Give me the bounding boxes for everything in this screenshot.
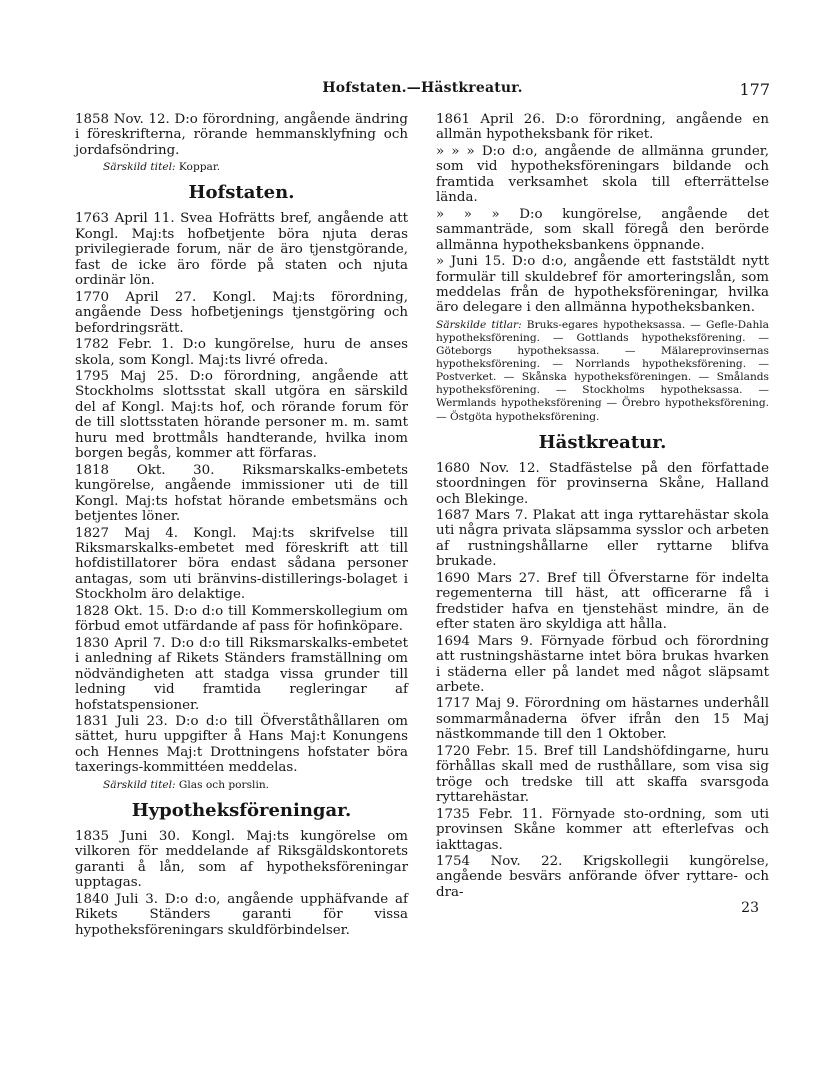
special-title-note	[75, 161, 408, 174]
entry: 1831 Juli 23. D:o d:o till Öfverståthållaren om sättet, huru uppgifter å Hans Maj:t Konungens och Hennes Maj:t Drottningens hofstater böra taxerings-kommittéen meddelas.	[75, 713, 408, 776]
section-heading-hofstaten: Hofstaten.	[188, 182, 295, 204]
entry: 1687 Mars 7. Plakat att inga ryttarehästar skola uti några privata släpsamma sysslor och arbeten af rustningshållarne eller ryttarne blifva brukade.	[436, 508, 769, 570]
special-title-note	[75, 779, 408, 792]
running-title: Hofstaten.—Hästkreatur.	[322, 80, 523, 96]
note-text: Bruks-egares hypotheksassa. — Gefle-Dahla hypotheksförening. — Gottlands hypotheksförening. — Göteborgs hypotheksassa. — Mälareprovinsernas hypotheksförening. — Norrlands hypotheksförening. — Postverket. — Skånska hypotheksföreningen. — Smålands hypotheksförening. — Stockholms hypotheksassa. — Wermlands hypotheksförening — Örebro hypotheksförening. — Östgöta hypotheksförening.	[436, 318, 769, 423]
entry: 1840 Juli 3. D:o d:o, angående upphäfvande af Rikets Ständers garanti för vissa hypotheksföreningars skuldförbindelser.	[75, 891, 408, 938]
section-heading-hastkreatur: Hästkreatur.	[538, 431, 667, 453]
note-label: Särskild titel:	[103, 161, 176, 174]
entry: 1858 Nov. 12. D:o förordning, angående ändring i föreskrifterna, rörande hemmansklyfning och jordafsöndring.	[75, 112, 408, 158]
entry: 1717 Maj 9. Förordning om hästarnes underhåll sommarmånaderna öfver ifrån den 15 Maj nästkommande till den 1 Oktober.	[436, 696, 769, 743]
entry: 1680 Nov. 12. Stadfästelse på den författade stoordningen för provinserna Skåne, Halland och Blekinge.	[436, 460, 769, 507]
entry: 1835 Juni 30. Kongl. Maj:ts kungörelse om vilkoren för meddelande af Riksgäldskontorets garanti å lån, som af hypotheksföreningar upptagas.	[75, 828, 408, 891]
special-titles-note	[436, 319, 769, 424]
entry: 1827 Maj 4. Kongl. Maj:ts skrifvelse till Riksmarskalks-embetet med föreskrift att till hofdistillatorer böra endast sådana personer antagas, som uti bränvins-distillerings-bolaget i Stockholm äro delaktige.	[75, 525, 408, 603]
entry: 1763 April 11. Svea Hofrätts bref, angående att Kongl. Maj:ts hofbetjente böra njuta deras privilegierade forum, när de äro tjenstgörande, fast de icke äro förde på staten och njuta ordinär lön.	[75, 211, 408, 289]
entry: 1782 Febr. 1. D:o kungörelse, huru de anses skola, som Kongl. Maj:ts livré ofreda.	[75, 337, 408, 368]
note-label: Särskild titel:	[103, 778, 176, 791]
page-number: 177	[739, 80, 770, 99]
entry: 1694 Mars 9. Förnyade förbud och förordning att rustningshästarne intet böra brukas hvarken i städerna eller på landet med något släpsamt arbete.	[436, 633, 769, 695]
signature-mark: 23	[741, 900, 759, 917]
entry: » » » D:o d:o, angående de allmänna grunder, som vid hypotheksföreningars bildande och framtida verksamhet skola till efterrättelse lända.	[436, 143, 769, 206]
entry: 1795 Maj 25. D:o förordning, angående att Stockholms slottsstat skall utgöra en särskild del af Kongl. Maj:ts hof, och rörande forum för de till slottsstaten hörande personer m. m. samt huru med brottmåls handterande, hvilka inom borgen begås, kommer att förfaras.	[75, 368, 408, 462]
entry: 1720 Febr. 15. Bref till Landshöfdingarne, huru förhållas skall med de rusthållare, som visa sig tröge och tredske till att skaffa svarsgoda ryttarehästar.	[436, 743, 769, 806]
entry: 1828 Okt. 15. D:o d:o till Kommerskollegium om förbud emot utfärdande af pass för hofinköpare.	[75, 603, 408, 635]
page-header	[75, 80, 770, 102]
note-label: Särskilde titlar:	[436, 318, 522, 331]
entry: 1690 Mars 27. Bref till Öfverstarne för indelta regementerna till häst, att officerarne få i fredstider hafva en tjenstehäst mindre, än de efter staten äro skyldiga att hålla.	[436, 570, 769, 633]
entry: » » » D:o kungörelse, angående det sammanträde, som skall föregå den berörde allmänna hypotheksbankens öppnande.	[436, 206, 769, 253]
entry: » Juni 15. D:o d:o, angående ett faststäldt nytt formulär till skuldebref för amorteringslån, som meddelas från de hypotheksföreningar, hvilka äro delegare i den allmänna hypotheksbanken.	[436, 254, 769, 316]
entry: 1861 April 26. D:o förordning, angående en allmän hypotheksbank för riket.	[436, 112, 769, 143]
right-column	[436, 112, 769, 917]
entry: 1830 April 7. D:o d:o till Riksmarskalks-embetet i anledning af Rikets Ständers framställning om nödvändigheten att stadga vissa grunder till ledning vid framtida regleringar af hofstatspensioner.	[75, 635, 408, 713]
entry: 1735 Febr. 11. Förnyade sto-ordning, som uti provinsen Skåne kommer att efterlefvas och iakttagas.	[436, 806, 769, 853]
left-column	[75, 112, 408, 939]
section-heading-hypotheksforeningar: Hypotheksföreningar.	[131, 799, 352, 821]
entry: 1818 Okt. 30. Riksmarskalks-embetets kungörelse, angående immissioner uti de till Kongl. Maj:ts hofstat hörande embetsmäns och betjentes löner.	[75, 462, 408, 525]
note-text: Koppar.	[175, 161, 221, 174]
note-text: Glas och porslin.	[175, 778, 270, 791]
entry: 1754 Nov. 22. Krigskollegii kungörelse, angående besvärs anförande öfver ryttare- och dra-	[436, 853, 769, 900]
entry: 1770 April 27. Kongl. Maj:ts förordning, angående Dess hofbetjenings tjenstgöring och befordringsrätt.	[75, 289, 408, 336]
